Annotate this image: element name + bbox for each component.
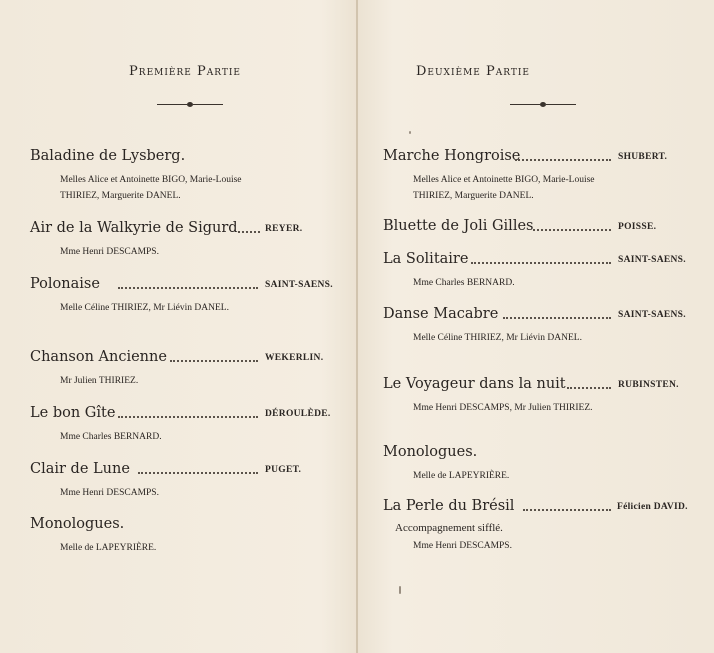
program-item	[383, 251, 703, 291]
paper-speck	[409, 131, 411, 134]
performers: Melle de LAPEYRIÈRE.	[413, 471, 510, 481]
performers: Mme Henri DESCAMPS.	[413, 541, 512, 551]
piece-title: Clair de Lune	[30, 461, 130, 477]
performers: Melles Alice et Antoinette BIGO, Marie-Louise THIRIEZ, Marguerite DANEL.	[60, 175, 242, 201]
composer: RUBINSTEN.	[618, 380, 679, 390]
program-item	[383, 306, 703, 346]
section-heading: Première Partie	[129, 64, 241, 79]
dot-leader	[118, 416, 258, 418]
program-item	[383, 376, 703, 416]
program-item	[30, 148, 340, 204]
performers: Melle de LAPEYRIÈRE.	[60, 543, 157, 553]
composer: SAINT-SAENS.	[265, 280, 333, 290]
piece-title: La Perle du Brésil	[383, 498, 515, 514]
dot-leader	[523, 509, 611, 511]
composer: POISSE.	[618, 222, 657, 232]
piece-title: Danse Macabre	[383, 306, 499, 322]
program-item	[383, 498, 703, 554]
piece-title: Baladine de Lysberg.	[30, 148, 186, 164]
program-item	[30, 405, 340, 445]
program-item	[30, 516, 340, 556]
piece-title: Polonaise	[30, 276, 100, 292]
program-item	[383, 444, 703, 484]
performers: Melle Céline THIRIEZ, Mr Liévin DANEL.	[413, 333, 582, 343]
program-item	[383, 218, 703, 238]
composer: SAINT-SAENS.	[618, 310, 686, 320]
composer: Félicien DAVID.	[617, 502, 688, 512]
composer: DÉROULÈDE.	[265, 409, 331, 419]
program-item	[30, 349, 340, 389]
piece-title: Le Voyageur dans la nuit	[383, 376, 566, 392]
program-item	[30, 276, 340, 316]
performers: Mme Charles BERNARD.	[60, 432, 162, 442]
performers-line	[30, 244, 340, 260]
dot-leader	[238, 231, 260, 233]
piece-title: Bluette de Joli Gilles	[383, 218, 534, 234]
dot-leader	[170, 360, 258, 362]
dot-leader	[533, 229, 611, 231]
program-item	[30, 220, 340, 244]
paper-speck	[399, 586, 401, 594]
performers: Melles Alice et Antoinette BIGO, Marie-Louise THIRIEZ, Marguerite DANEL.	[413, 175, 595, 201]
composer: SAINT-SAENS.	[618, 255, 686, 265]
piece-title: Air de la Walkyrie de Sigurd	[30, 220, 238, 236]
divider-ornament	[145, 101, 235, 109]
dot-leader	[118, 287, 258, 289]
performers: Mme Henri DESCAMPS, Mr Julien THIRIEZ.	[413, 403, 593, 413]
composer: WEKERLIN.	[265, 353, 324, 363]
piece-subtitle: Accompagnement sifflé.	[395, 522, 503, 534]
composer: PUGET.	[265, 465, 302, 475]
performers: Mme Henri DESCAMPS.	[60, 488, 159, 498]
piece-title: Monologues.	[30, 516, 125, 532]
dot-leader	[138, 472, 258, 474]
dot-leader	[567, 387, 611, 389]
piece-title: Le bon Gîte	[30, 405, 116, 421]
piece-title: Monologues.	[383, 444, 478, 460]
piece-title: La Solitaire	[383, 251, 469, 267]
page-fold	[356, 0, 358, 653]
performers: Mme Charles BERNARD.	[413, 278, 515, 288]
program-item	[383, 148, 703, 204]
composer: REYER.	[265, 224, 303, 234]
program-item	[30, 461, 340, 501]
composer: SHUBERT.	[618, 152, 668, 162]
piece-title: Chanson Ancienne	[30, 349, 167, 365]
dot-leader	[503, 317, 611, 319]
performers: Mme Henri DESCAMPS.	[60, 247, 159, 257]
dot-leader	[515, 159, 611, 161]
section-heading: Deuxième Partie	[415, 64, 531, 79]
performers: Mr Julien THIRIEZ.	[60, 376, 139, 386]
performers: Melle Céline THIRIEZ, Mr Liévin DANEL.	[60, 303, 229, 313]
divider-ornament	[508, 101, 598, 109]
dot-leader	[471, 262, 611, 264]
piece-title: Marche Hongroise	[383, 148, 521, 164]
